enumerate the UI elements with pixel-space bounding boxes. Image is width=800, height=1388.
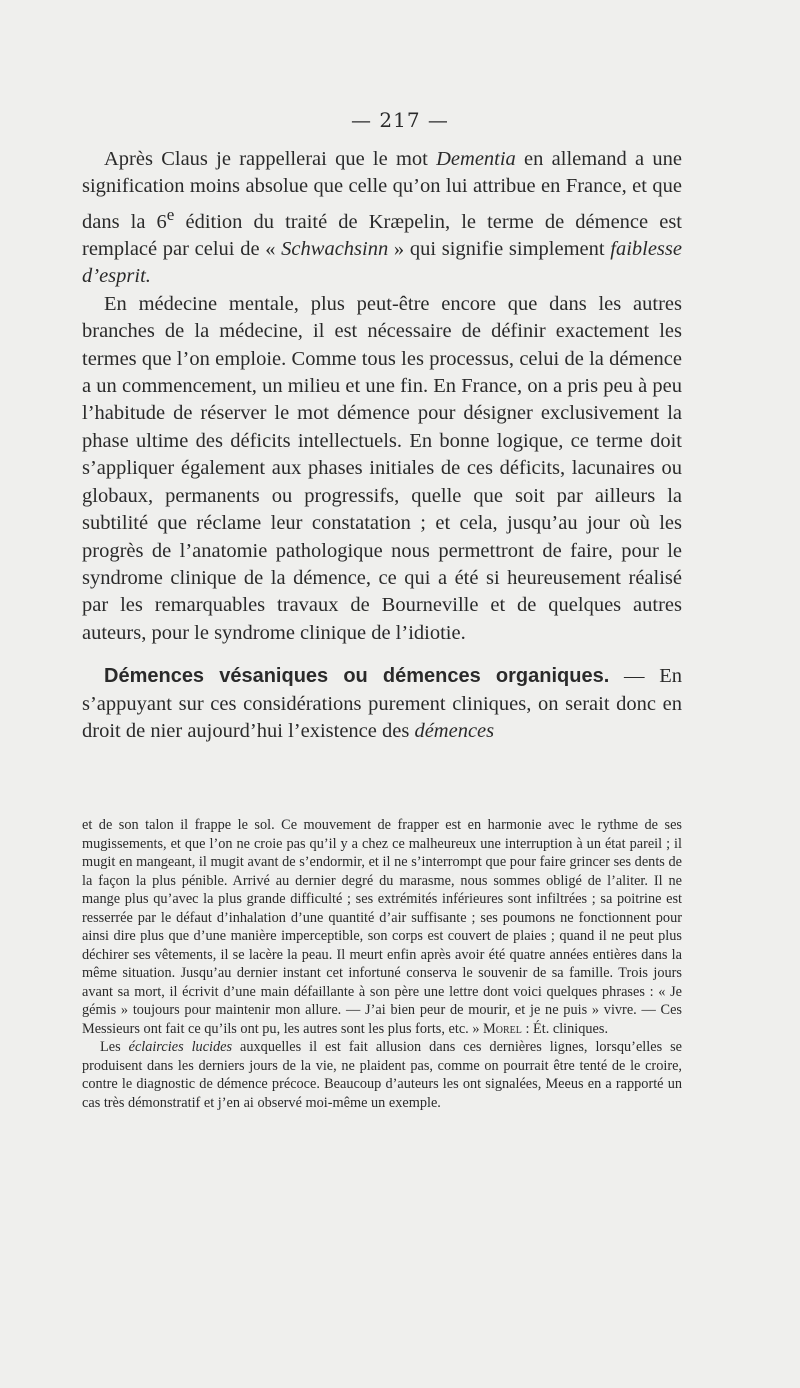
term-schwachsinn: Schwachsinn	[281, 238, 389, 261]
author-name: Morel	[483, 1020, 522, 1037]
main-text	[82, 146, 682, 745]
term-faiblesse: faiblesse d’esprit.	[82, 238, 682, 288]
paragraph-2: En médecine mentale, plus peut-être encore que dans les autres branches de la médecine, il est nécessaire de définir exactement les termes que l’on emploie. Comme tous les processus, celui de la démence a un commencement, un milieu et une fin. En France, on a pris peu à peu l’habitude de réserver le mot démence pour désigner exclusivement la phase ultime des déficits intellectuels. En bonne logique, ce terme doit s’appliquer également aux phases initiales de ces déficits, lacunaires ou globaux, permanents ou progressifs, quelle que soit par ailleurs la subtilité que réclame leur constatation ; et cela, jusqu’au jour où les progrès de l’anatomie pathologique nous permettront de faire, pour le syndrome clinique de la démence, ce qui a été si heureusement réalisé par les remarquables travaux de Bourneville et de quelques autres auteurs, pour le syndrome clinique de l’idiotie.	[82, 292, 682, 644]
paragraph-3: Démences vésaniques ou démences organiques. — En s’appuyant sur ces considérations purement cliniques, on serait donc en droit de nier aujourd’hui l’existence des démences	[82, 665, 682, 742]
footnotes	[82, 816, 682, 1112]
term-dementia: Dementia	[436, 148, 516, 170]
footnote-1: et de son talon il frappe le sol. Ce mouvement de frapper est en harmonie avec le rythme de ses mugissements, et que l’on ne croie pas qu’il y a chez ce malheureux une interruption à un état pareil ; il mugit en mangeant, il mugit avant de s’endormir, et il ne s’interrompt que pour faire grincer ses dents de la façon la plus pénible. Arrivé au dernier degré du marasme, nous sommes obligé de l’aliter. Il ne mange plus qu’avec la plus grande difficulté ; ses extrémités inférieures sont infiltrées ; sa poitrine est resserrée par le défaut d’inhalation d’une quantité d’air suffisante ; ses poumons ne fonctionnent pour ainsi dire plus que d’une manière imperceptible, son corps est couvert de plaies ; quand il ne peut plus déchirer ses vêtements, il se lacère la peau. Il meurt enfin après avoir été quatre années entières dans la même situation. Jusqu’au dernier instant cet infortuné conserva le souvenir de sa famille. Trois jours avant sa mort, il écrivit d’une main défaillante à son père une lettre dont voici quelques phrases : « Je gémis » toujours pour maintenir mon allure. — J’ai bien peur de mourir, et je ne puis » vivre. — Ces Messieurs ont fait ce qu’ils ont pu, les autres sont les plus forts, etc. » Morel : Ét. cliniques.	[82, 817, 682, 1037]
page-number: — 217 —	[351, 108, 449, 132]
section-heading: Démences vésaniques ou démences organiques.	[104, 665, 610, 688]
footnote-2: Les éclaircies lucides auxquelles il est fait allusion dans ces dernières lignes, lorsqu’elles se produisent dans les derniers jours de la vie, ne plaident pas, comme on pourrait être tenté de le croire, contre le diagnostic de démence précoce. Beaucoup d’auteurs les ont signalées, Meeus en a rapporté un cas très démonstratif et j’en ai observé moi-même un exemple.	[82, 1039, 682, 1111]
paragraph-1: Après Claus je rappellerai que le mot Dementia en allemand a une signification moins absolue que celle qu’on lui attribue en France, et que dans la 6e édition du traité de Kræpelin, le terme de démence est remplacé par celui de « Schwachsinn » qui signifie simplement faiblesse d’esprit.	[82, 148, 682, 288]
term-demences: démences	[414, 719, 495, 742]
